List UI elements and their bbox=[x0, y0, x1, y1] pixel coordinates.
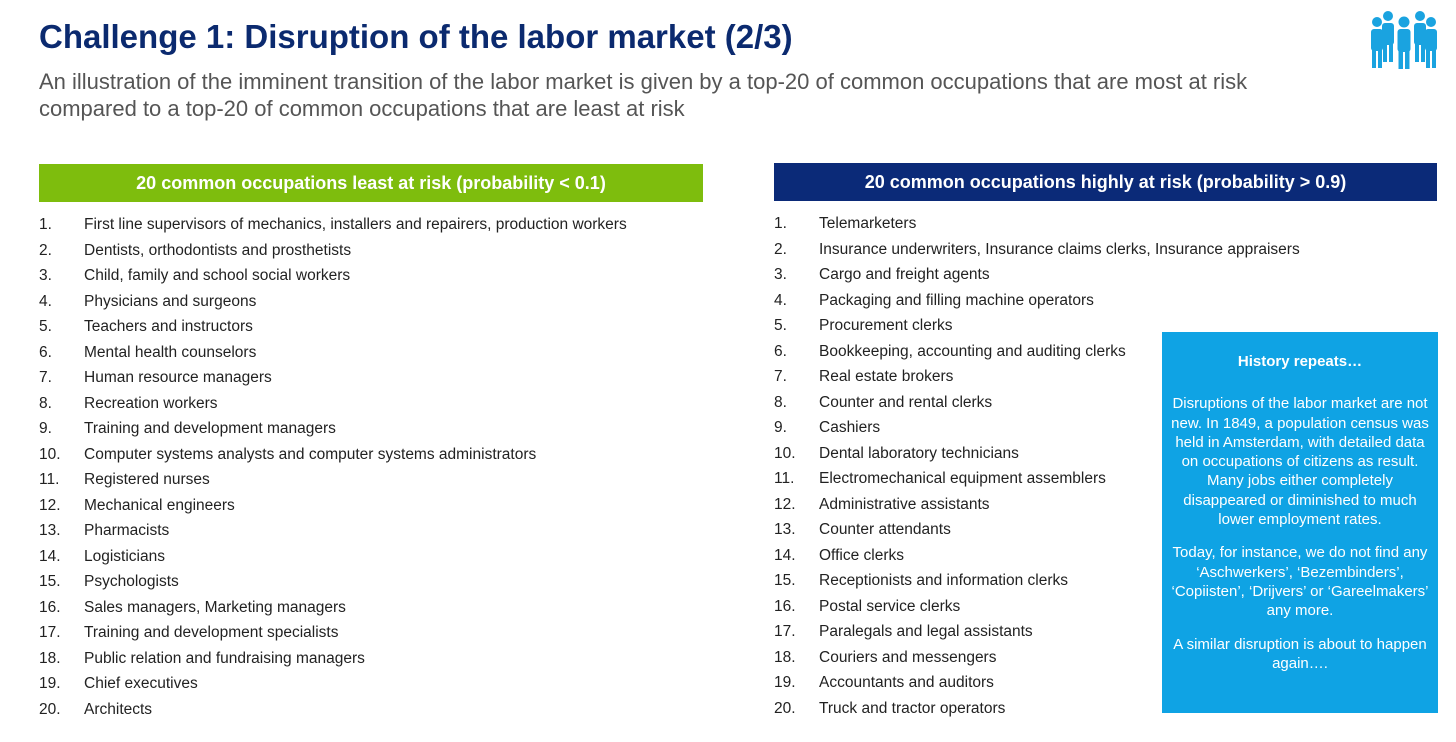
list-item-text: Dentists, orthodontists and prosthetists bbox=[84, 241, 352, 259]
list-item bbox=[774, 288, 1300, 314]
history-callout-paragraph: Disruptions of the labor market are not new. In 1849, a population census was held in Amsterdam, with detailed data on occupations of citizens as result. Many jobs either completely disappeared or diminished to much lower employment rates. bbox=[1171, 395, 1429, 529]
list-item-text: Architects bbox=[84, 700, 153, 718]
list-item-number: 5. bbox=[774, 317, 787, 334]
list-item-text: Psychologists bbox=[84, 573, 179, 590]
list-item-number: 9. bbox=[39, 420, 52, 437]
list-item bbox=[39, 595, 627, 621]
history-callout-box bbox=[1162, 332, 1438, 713]
list-item-number: 3. bbox=[39, 267, 52, 284]
list-item-text: Chief executives bbox=[84, 675, 198, 692]
page-subtitle: An illustration of the imminent transition of the labor market is given by a top-20 of common occupations that are most at risk compared to a top-20 of common occupations that are least at risk bbox=[39, 69, 1248, 121]
list-item-text: Cargo and freight agents bbox=[819, 266, 990, 283]
list-item-text: Human resource managers bbox=[84, 369, 272, 386]
history-callout-title: History repeats… bbox=[1237, 353, 1363, 370]
list-item-number: 14. bbox=[39, 547, 61, 565]
list-item-text: Office clerks bbox=[819, 546, 904, 564]
list-item-number: 17. bbox=[774, 623, 796, 640]
list-item-text: Physicians and surgeons bbox=[84, 292, 257, 310]
list-item-number: 15. bbox=[39, 573, 61, 590]
list-item-text: Mechanical engineers bbox=[84, 496, 235, 514]
list-item-text: Child, family and school social workers bbox=[84, 267, 351, 284]
list-item-number: 6. bbox=[774, 342, 787, 360]
list-item bbox=[39, 646, 627, 672]
list-item-text: Telemarketers bbox=[819, 215, 917, 232]
list-item-text: First line supervisors of mechanics, installers and repairers, production workers bbox=[84, 216, 627, 233]
list-item-text: Public relation and fundraising managers bbox=[84, 649, 365, 667]
list-item-text: Dental laboratory technicians bbox=[819, 444, 1019, 462]
list-item bbox=[39, 493, 627, 519]
list-item-number: 6. bbox=[39, 343, 52, 361]
list-item-text: Accountants and auditors bbox=[819, 674, 994, 691]
list-item bbox=[39, 518, 627, 544]
list-item-text: Truck and tractor operators bbox=[819, 699, 1006, 717]
list-item-text: Receptionists and information clerks bbox=[819, 572, 1068, 589]
least-at-risk-header: 20 common occupations least at risk (probability < 0.1) bbox=[39, 164, 703, 202]
list-item bbox=[39, 671, 627, 697]
list-item bbox=[39, 340, 627, 366]
list-item bbox=[39, 416, 627, 442]
highly-at-risk-header: 20 common occupations highly at risk (probability > 0.9) bbox=[774, 163, 1437, 201]
list-item-number: 3. bbox=[774, 266, 787, 283]
list-item-number: 4. bbox=[774, 291, 787, 309]
list-item-number: 18. bbox=[774, 648, 796, 666]
least-at-risk-list bbox=[39, 212, 627, 722]
list-item-text: Packaging and filling machine operators bbox=[819, 291, 1094, 309]
list-item-text: Counter attendants bbox=[819, 521, 951, 538]
history-callout-paragraph: A similar disruption is about to happen again…. bbox=[1173, 635, 1427, 672]
list-item-number: 11. bbox=[39, 471, 60, 488]
list-item-text: Electromechanical equipment assemblers bbox=[819, 470, 1106, 487]
list-item-number: 20. bbox=[774, 699, 796, 717]
list-item bbox=[39, 314, 627, 340]
list-item-text: Training and development specialists bbox=[84, 624, 339, 641]
list-item-text: Sales managers, Marketing managers bbox=[84, 598, 346, 616]
list-item-text: Couriers and messengers bbox=[819, 648, 997, 666]
list-item-text: Logisticians bbox=[84, 547, 165, 565]
list-item-number: 14. bbox=[774, 546, 796, 564]
list-item-number: 8. bbox=[774, 393, 787, 411]
list-item-number: 16. bbox=[774, 597, 796, 615]
list-item-text: Cashiers bbox=[819, 419, 881, 436]
list-item-number: 1. bbox=[39, 216, 52, 233]
list-item-number: 9. bbox=[774, 419, 787, 436]
list-item bbox=[39, 365, 627, 391]
list-item-number: 2. bbox=[39, 241, 52, 259]
list-item bbox=[39, 238, 627, 264]
list-item-number: 19. bbox=[39, 675, 61, 692]
list-item-number: 12. bbox=[774, 495, 796, 513]
list-item bbox=[39, 544, 627, 570]
list-item-number: 4. bbox=[39, 292, 52, 310]
list-item-number: 7. bbox=[39, 369, 52, 386]
list-item-number: 2. bbox=[774, 240, 787, 258]
list-item-text: Computer systems analysts and computer systems administrators bbox=[84, 445, 537, 463]
list-item bbox=[39, 697, 627, 723]
list-item bbox=[39, 212, 627, 238]
list-item-number: 10. bbox=[39, 445, 61, 463]
list-item-number: 18. bbox=[39, 649, 61, 667]
list-item bbox=[39, 467, 627, 493]
list-item bbox=[774, 237, 1300, 263]
list-item-text: Teachers and instructors bbox=[84, 318, 253, 335]
list-item-number: 15. bbox=[774, 572, 796, 589]
list-item-number: 10. bbox=[774, 444, 796, 462]
list-item-text: Postal service clerks bbox=[819, 597, 961, 615]
list-item-text: Recreation workers bbox=[84, 394, 218, 412]
list-item-number: 8. bbox=[39, 394, 52, 412]
list-item-number: 1. bbox=[774, 215, 787, 232]
list-item-number: 20. bbox=[39, 700, 61, 718]
list-item-number: 19. bbox=[774, 674, 796, 691]
list-item-number: 12. bbox=[39, 496, 61, 514]
list-item bbox=[39, 289, 627, 315]
list-item-text: Real estate brokers bbox=[819, 368, 954, 385]
list-item-text: Procurement clerks bbox=[819, 317, 953, 334]
list-item-number: 7. bbox=[774, 368, 787, 385]
history-callout-paragraph: Today, for instance, we do not find any ‘Aschwerkers’, ‘Bezembinders’, ‘Copiisten’, ‘Drijvers’ or ‘Gareelmakers’ any more. bbox=[1171, 544, 1429, 620]
list-item-text: Counter and rental clerks bbox=[819, 393, 993, 411]
list-item-text: Administrative assistants bbox=[819, 495, 990, 513]
list-item-number: 13. bbox=[774, 521, 796, 538]
list-item-text: Bookkeeping, accounting and auditing clerks bbox=[819, 342, 1126, 360]
list-item bbox=[39, 263, 627, 289]
list-item-number: 11. bbox=[774, 470, 795, 487]
list-item-text: Registered nurses bbox=[84, 471, 210, 488]
list-item bbox=[39, 442, 627, 468]
list-item-number: 5. bbox=[39, 318, 52, 335]
list-item bbox=[774, 262, 1300, 288]
list-item-text: Paralegals and legal assistants bbox=[819, 623, 1033, 640]
list-item-number: 13. bbox=[39, 522, 61, 539]
list-item bbox=[39, 569, 627, 595]
list-item bbox=[774, 211, 1300, 237]
list-item-text: Training and development managers bbox=[84, 420, 336, 437]
page-title: Challenge 1: Disruption of the labor market (2/3) bbox=[39, 18, 793, 55]
list-item-text: Insurance underwriters, Insurance claims clerks, Insurance appraisers bbox=[819, 240, 1300, 258]
list-item bbox=[39, 391, 627, 417]
list-item-text: Pharmacists bbox=[84, 522, 170, 539]
list-item-text: Mental health counselors bbox=[84, 343, 257, 361]
list-item-number: 17. bbox=[39, 624, 61, 641]
list-item-number: 16. bbox=[39, 598, 61, 616]
people-group-icon bbox=[1370, 8, 1438, 70]
list-item bbox=[39, 620, 627, 646]
